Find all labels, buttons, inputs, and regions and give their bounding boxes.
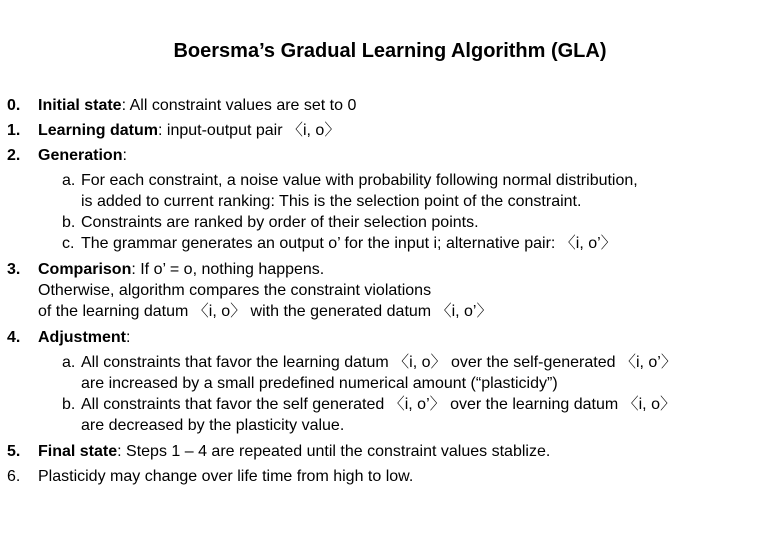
step-text: :: [126, 329, 131, 346]
sub-letter: a.: [62, 354, 76, 371]
step-1: [38, 121, 340, 141]
step-number-3: 3.: [7, 261, 21, 278]
step-term: Adjustment: [38, 329, 126, 346]
step-6: [38, 467, 413, 487]
step-term: Comparison: [38, 261, 132, 278]
step-0: [38, 96, 356, 116]
sub-letter: b.: [62, 396, 76, 413]
step-text: Plasticidy may change over life time from high to low.: [38, 468, 414, 485]
page-title: Boersma’s Gradual Learning Algorithm (GLA): [173, 40, 607, 62]
sub-item-line: The grammar generates an output o’ for the input i; alternative pair: 〈i, o’〉: [81, 235, 617, 252]
step-4: [38, 328, 130, 348]
step-number-0: 0.: [7, 97, 21, 114]
step-text: :: [122, 147, 127, 164]
sub-letter: a.: [62, 172, 76, 189]
step-term: Final state: [38, 443, 118, 460]
step-text: : If o’ = o, nothing happens.: [131, 261, 325, 278]
step-number-5: 5.: [7, 443, 21, 460]
step-text: : Steps 1 – 4 are repeated until the constraint values stablize.: [117, 443, 551, 460]
sub-item-line: Constraints are ranked by order of their selection points.: [81, 214, 479, 231]
step-term: Generation: [38, 147, 123, 164]
step-number-1: 1.: [7, 122, 21, 139]
step-number-6: 6.: [7, 468, 21, 485]
step-text: : input-output pair 〈i, o〉: [158, 122, 341, 139]
step-2: [38, 146, 127, 166]
step-number-2: 2.: [7, 147, 21, 164]
step-3: [38, 260, 324, 280]
step-5: [38, 442, 550, 462]
sub-item-line: All constraints that favor the self generated 〈i, o’〉 over the learning datum 〈i, o〉: [81, 396, 676, 413]
step-text: : All constraint values are set to 0: [121, 97, 357, 114]
sub-item-line: All constraints that favor the learning datum 〈i, o〉 over the self-generated 〈i, o’〉: [81, 354, 677, 371]
step-continuation: Otherwise, algorithm compares the constraint violations: [38, 282, 432, 299]
step-number-4: 4.: [7, 329, 21, 346]
step-continuation: of the learning datum 〈i, o〉 with the generated datum 〈i, o’〉: [38, 303, 493, 320]
sub-item-line: is added to current ranking: This is the selection point of the constraint.: [81, 193, 582, 210]
sub-letter: b.: [62, 214, 76, 231]
sub-item-line: are decreased by the plasticity value.: [81, 417, 345, 434]
sub-item-line: are increased by a small predefined numerical amount (“plasticidy”): [81, 375, 558, 392]
sub-item-line: For each constraint, a noise value with probability following normal distribution,: [81, 172, 638, 189]
step-term: Initial state: [38, 97, 122, 114]
step-term: Learning datum: [38, 122, 159, 139]
sub-letter: c.: [62, 235, 75, 252]
